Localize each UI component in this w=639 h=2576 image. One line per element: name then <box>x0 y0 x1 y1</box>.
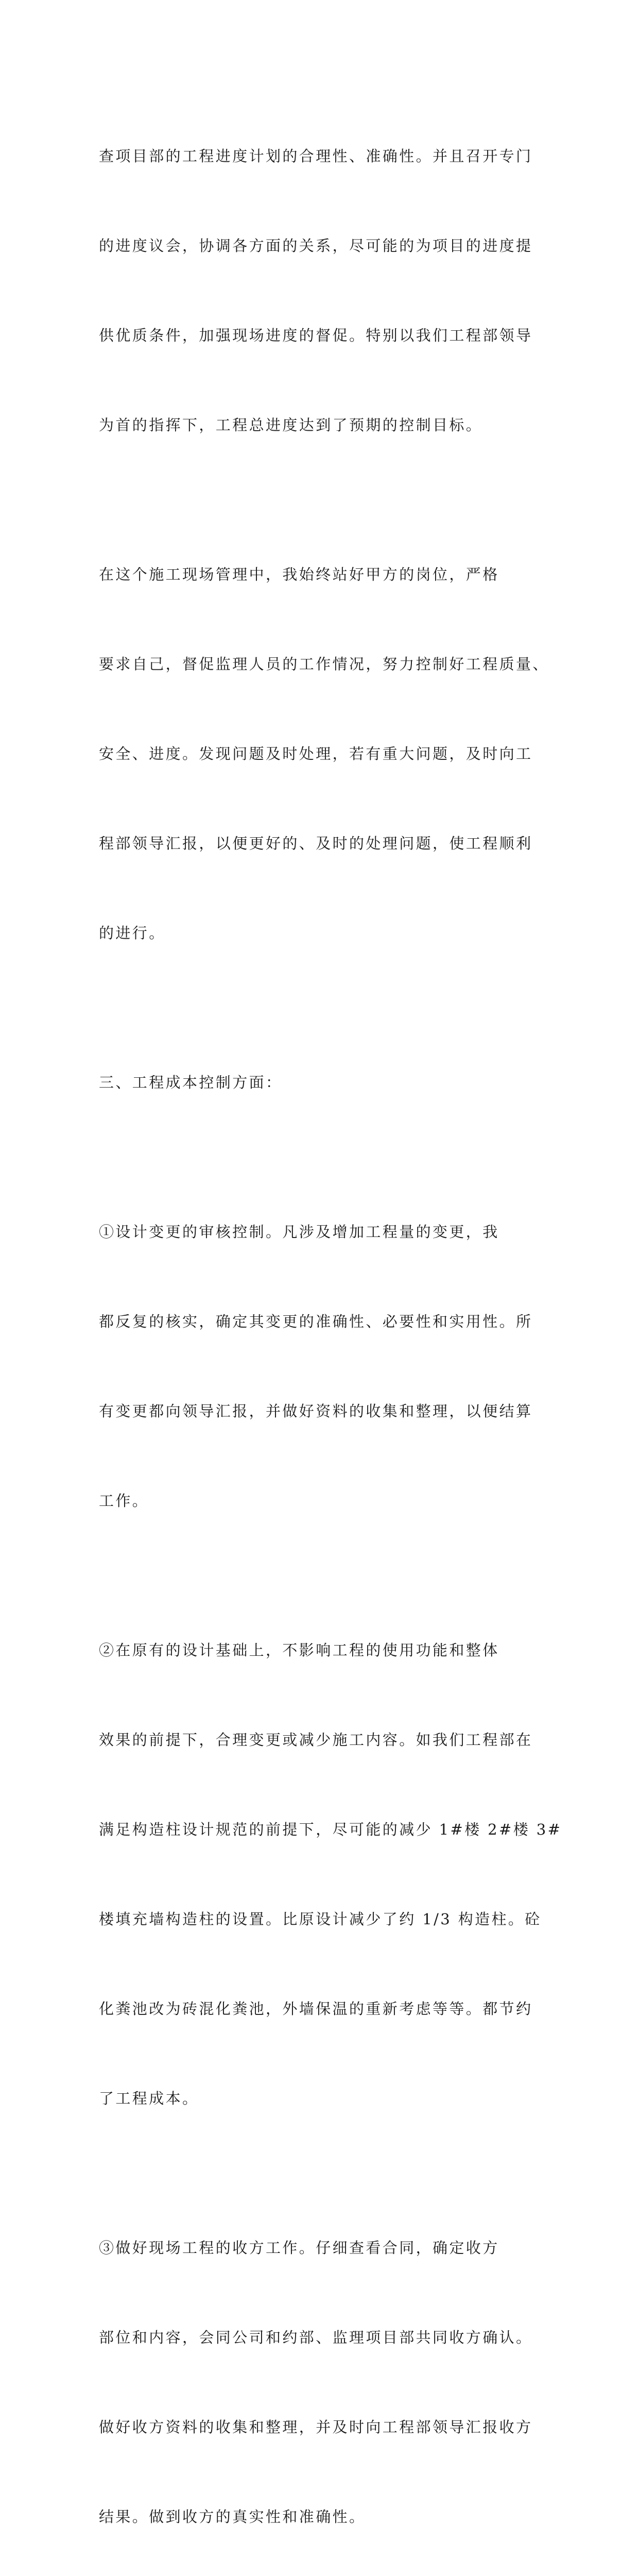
text-line: 都反复的核实，确定其变更的准确性、必要性和实用性。所 <box>99 1313 533 1330</box>
paragraph-site-management <box>99 500 552 1008</box>
text-line: 部位和内容，会同公司和约部、监理项目部共同收方确认。 <box>99 2329 533 2346</box>
text-line: 楼填充墙构造柱的设置。比原设计减少了约 1/3 构造柱。砼 <box>99 1910 542 1928</box>
text-line: 做好收方资料的收集和整理，并及时向工程部领导汇报收方 <box>99 2418 533 2436</box>
heading-line: 三、工程成本控制方面： <box>99 1074 283 1091</box>
text-line: 结果。做到收方的真实性和准确性。 <box>99 2508 366 2526</box>
section-heading-cost-control <box>99 1008 552 1157</box>
text-line: 查项目部的工程进度计划的合理性、准确性。并且召开专门 <box>99 147 533 165</box>
paragraph-progress-control <box>99 81 552 500</box>
paragraph-item-2 <box>99 1575 562 2173</box>
text-line: 在这个施工现场管理中，我始终站好甲方的岗位，严格 <box>99 566 499 583</box>
text-line: 要求自己，督促监理人员的工作情况，努力控制好工程质量、 <box>99 655 549 673</box>
paragraph-item-3 <box>99 2173 552 2576</box>
text-line: 满足构造柱设计规范的前提下，尽可能的减少 1#楼 2#楼 3# <box>99 1821 562 1838</box>
paragraph-item-1 <box>99 1157 552 1575</box>
text-line: 的进度议会，协调各方面的关系，尽可能的为项目的进度提 <box>99 237 533 255</box>
text-line: 程部领导汇报，以便更好的、及时的处理问题，使工程顺利 <box>99 835 533 852</box>
text-line: ②在原有的设计基础上，不影响工程的使用功能和整体 <box>99 1641 499 1659</box>
text-line: 工作。 <box>99 1492 149 1510</box>
text-line: ①设计变更的审核控制。凡涉及增加工程量的变更，我 <box>99 1223 499 1241</box>
text-line: 化粪池改为砖混化粪池，外墙保温的重新考虑等等。都节约 <box>99 2000 533 2018</box>
text-line: 供优质条件，加强现场进度的督促。特别以我们工程部领导 <box>99 327 533 344</box>
text-line: ③做好现场工程的收方工作。仔细查看合同，确定收方 <box>99 2239 499 2257</box>
text-line: 为首的指挥下，工程总进度达到了预期的控制目标。 <box>99 416 483 434</box>
text-line: 效果的前提下，合理变更或减少施工内容。如我们工程部在 <box>99 1731 533 1749</box>
text-line: 了工程成本。 <box>99 2090 199 2107</box>
text-line: 安全、进度。发现问题及时处理，若有重大问题，及时向工 <box>99 745 533 762</box>
text-line: 有变更都向领导汇报，并做好资料的收集和整理，以便结算 <box>99 1402 533 1420</box>
document-body <box>99 81 562 2576</box>
text-line: 的进行。 <box>99 924 166 942</box>
